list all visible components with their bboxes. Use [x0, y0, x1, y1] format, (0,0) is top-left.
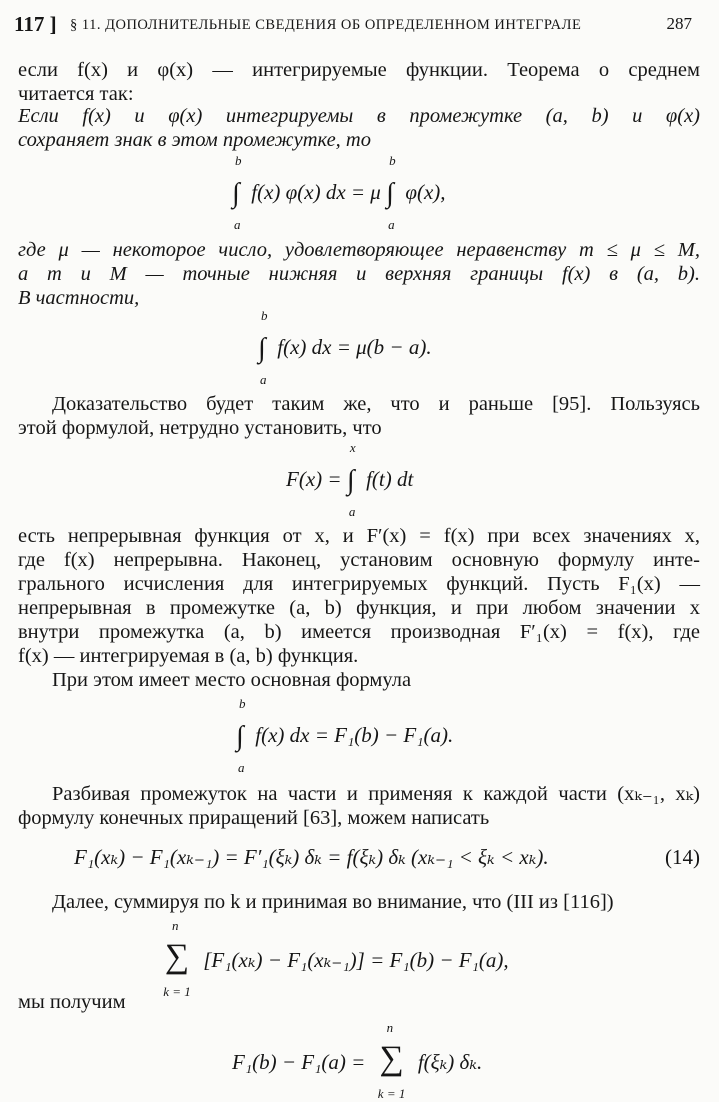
text-line: где μ — некоторое число, удовлетворяющее неравенству m ≤ μ ≤ M,: [18, 239, 700, 261]
text-line: Доказательство будет таким же, что и раньше [95]. Пользуясь: [52, 393, 700, 415]
paragraph-1: [18, 58, 700, 106]
formula-telescoping-sum: [156, 918, 509, 999]
text-line: a m и M — точные нижняя и верхняя границы f(x) в (a, b).: [18, 263, 700, 285]
integral-sign: ∫ b a: [258, 308, 268, 387]
formula-integral-upper-limit: [286, 440, 414, 519]
sum-sign: ∑ n k = 1: [377, 1020, 406, 1101]
text-line: мы получим: [18, 991, 126, 1013]
paragraph-6: [18, 890, 700, 914]
sum-sign: ∑ n k = 1: [163, 918, 191, 999]
section-title: § 11. ДОПОЛНИТЕЛЬНЫЕ СВЕДЕНИЯ ОБ ОПРЕДЕЛЕННОМ ИНТЕГРАЛЕ: [70, 17, 582, 33]
text-line: Разбивая промежуток на части и применяя к каждой части (xₖ₋₁, xₖ): [52, 783, 700, 805]
formula-mean-value: [232, 153, 446, 232]
formula-fundamental-theorem: [236, 696, 454, 775]
text-line: В частности,: [18, 287, 140, 309]
text-line: Далее, суммируя по k и принимая во внимание, что (III из [116]): [52, 891, 614, 913]
formula-body: F₁(xₖ) − F₁(xₖ₋₁) = F′₁(ξₖ) δₖ = f(ξₖ) δₖ (xₖ₋₁ < ξₖ < xₖ).: [74, 845, 549, 869]
paragraph-4: [18, 668, 700, 692]
formula-lhs: F(x) =: [286, 467, 342, 491]
formula-mean-special: [258, 308, 432, 387]
text-line: f(x) — интегрируемая в (a, b) функция.: [18, 645, 359, 667]
paragraph-7: [18, 990, 700, 1014]
formula-lhs: f(x) φ(x) dx = μ: [251, 180, 381, 204]
integral-sign: ∫ x a: [346, 440, 356, 519]
running-header: [14, 10, 704, 40]
formula-riemann-sum: [232, 1020, 483, 1101]
equation-number: (14): [665, 845, 700, 869]
section-number: 117 ]: [14, 12, 57, 36]
integral-sign: ∫ b a: [236, 696, 246, 775]
formula-finite-increments: [74, 845, 700, 870]
formula-body: [F₁(xₖ) − F₁(xₖ₋₁)] = F₁(b) − F₁(a),: [203, 948, 509, 972]
integral-sign: ∫ b a: [232, 153, 242, 232]
formula-rhs: φ(x),: [405, 180, 446, 204]
page-number: 287: [666, 14, 692, 33]
text-line: Если f(x) и φ(x) интегрируемы в промежутке (a, b) и φ(x): [18, 105, 700, 127]
text-line: где f(x) непрерывна. Наконец, установим основную формулу инте-: [18, 549, 700, 571]
text-line: если f(x) и φ(x) — интегрируемые функции. Теорема о среднем: [18, 59, 700, 81]
formula-lhs: F₁(b) − F₁(a) =: [232, 1050, 366, 1074]
formula-body: f(x) dx = F₁(b) − F₁(a).: [255, 723, 454, 747]
paragraph-5: [18, 782, 700, 830]
text-line: непрерывная в промежутке (a, b) функция, и при любом значении x: [18, 597, 700, 619]
text-line: формулу конечных приращений [63], можем написать: [18, 807, 490, 829]
text-line: грального исчисления для интегрируемых функций. Пусть F₁(x) —: [18, 573, 700, 595]
text-line: внутри промежутка (a, b) имеется производная F′₁(x) = f(x), где: [18, 621, 700, 643]
text-line: этой формулой, нетрудно установить, что: [18, 417, 382, 439]
formula-body: f(t) dt: [366, 467, 414, 491]
theorem-continuation: [18, 238, 700, 310]
text-line: читается так:: [18, 83, 134, 105]
text-line: сохраняет знак в этом промежутке, то: [18, 129, 371, 151]
formula-body: f(x) dx = μ(b − a).: [277, 335, 432, 359]
formula-body: f(ξₖ) δₖ.: [417, 1050, 483, 1074]
paragraph-2: [18, 392, 700, 440]
paragraph-3: [18, 524, 700, 668]
integral-sign: ∫ b a: [386, 153, 396, 232]
theorem-statement: [18, 104, 700, 152]
text-line: есть непрерывная функция от x, и F′(x) = f(x) при всех значениях x,: [18, 525, 700, 547]
text-line: При этом имеет место основная формула: [52, 669, 412, 691]
